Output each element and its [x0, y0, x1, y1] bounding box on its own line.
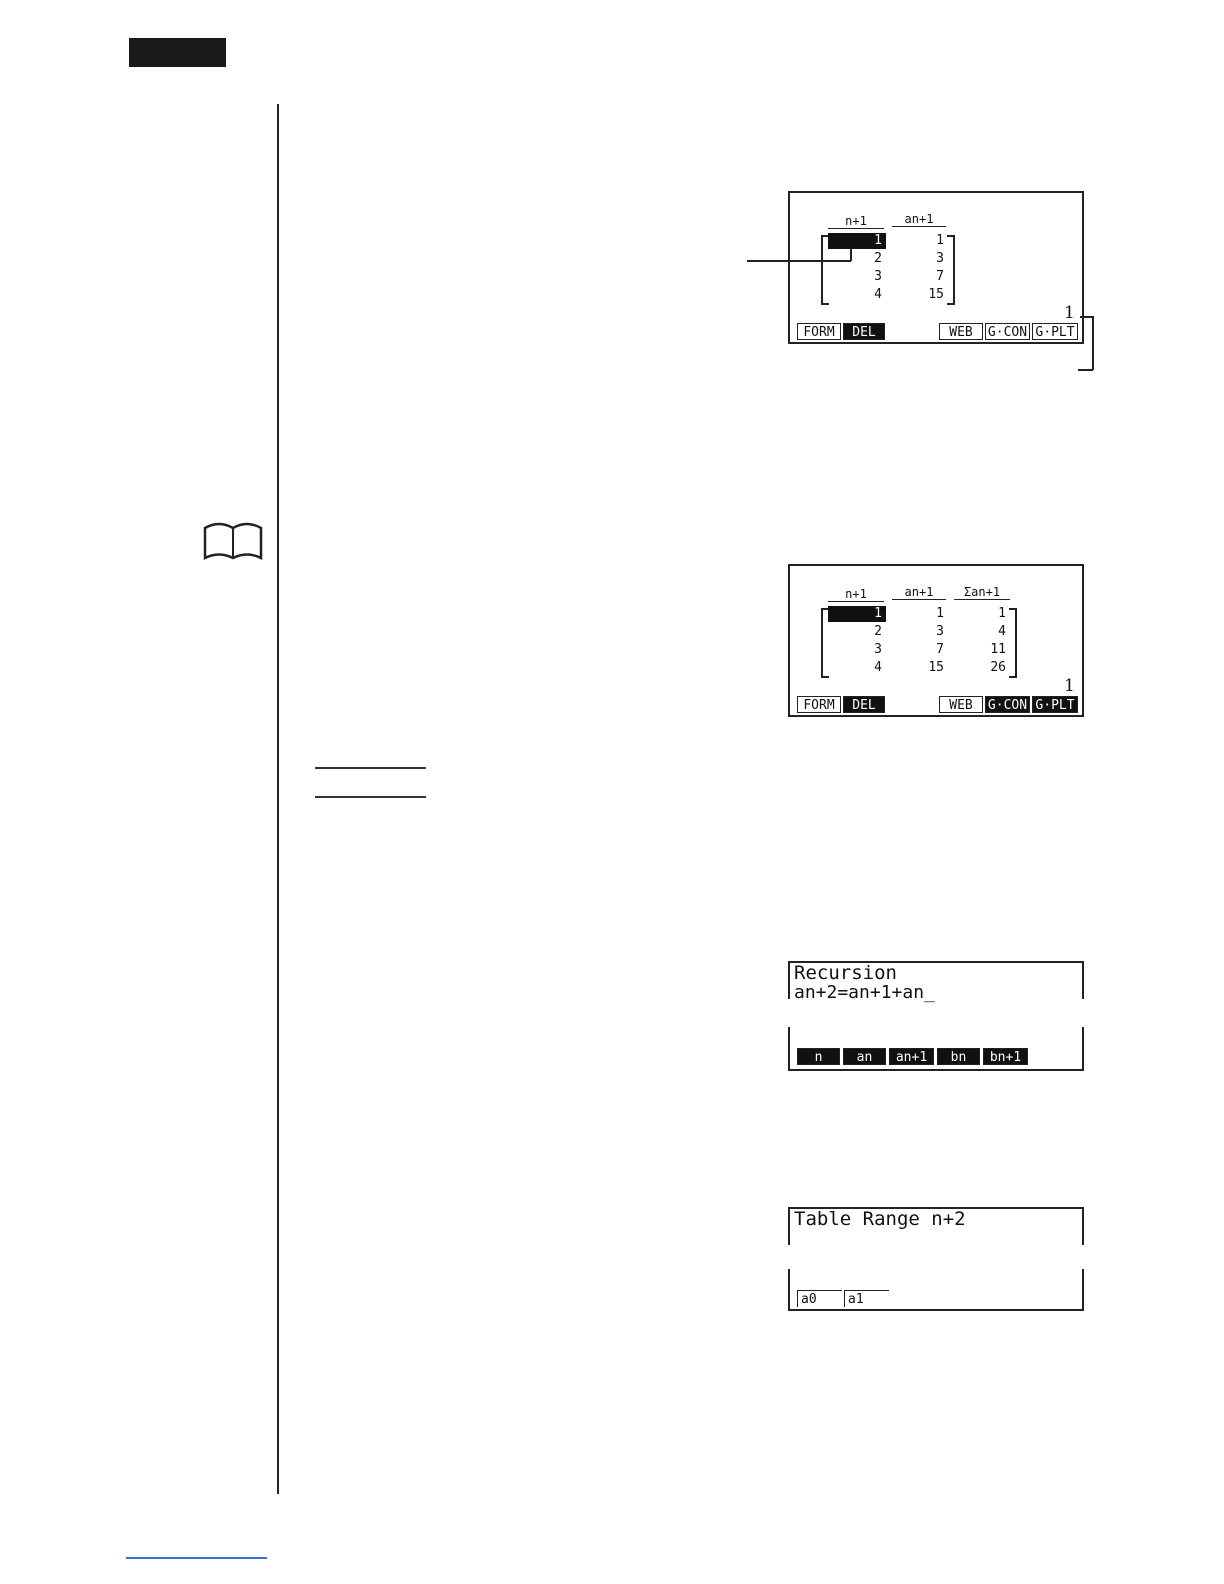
fkey-form[interactable]: FORM [797, 696, 841, 713]
screen-title: Table Range n+2 [794, 1208, 966, 1230]
blank-line-2 [315, 796, 426, 798]
table-cell: 2 [874, 251, 882, 266]
fkey-n[interactable]: n [797, 1048, 840, 1065]
column-header-an: an+1 [892, 586, 946, 600]
fkey-g-con[interactable]: G·CON [985, 323, 1030, 340]
fkey-bn[interactable]: bn [937, 1048, 980, 1065]
table-cell: 3 [936, 624, 944, 639]
table-cell: 1 [936, 606, 944, 621]
table-cell: 11 [990, 642, 1006, 657]
screen-recursion-entry [788, 961, 1084, 1071]
fkey-g-con[interactable]: G·CON [985, 696, 1030, 713]
formula-input[interactable]: an+2=an+1+an_ [794, 982, 935, 1003]
blank-line-1 [315, 767, 426, 769]
table-cell: 2 [874, 624, 882, 639]
table-cell: 4 [874, 287, 882, 302]
column-header-n: n+1 [828, 588, 884, 602]
fkey-form[interactable]: FORM [797, 323, 841, 340]
screen-recursion-table [788, 191, 1084, 344]
table-cell-selected[interactable]: 1 [828, 606, 886, 622]
table-cell: 4 [998, 624, 1006, 639]
fkey-bn-plus-1[interactable]: bn+1 [983, 1048, 1028, 1065]
callout-line-index-vert [1092, 316, 1094, 370]
screen-table-range [788, 1207, 1084, 1311]
screen-title: Recursion [794, 962, 897, 984]
corner-index: 1 [1064, 303, 1075, 323]
table-cell: 3 [874, 269, 882, 284]
fkey-an-plus-1[interactable]: an+1 [889, 1048, 934, 1065]
table-cell: 15 [928, 287, 944, 302]
fkey-an[interactable]: an [843, 1048, 886, 1065]
column-header-an: an+1 [892, 213, 946, 227]
table-bracket-right [1009, 608, 1017, 678]
fkey-g-plt[interactable]: G·PLT [1032, 696, 1078, 713]
screen-recursion-table-sum [788, 564, 1084, 717]
table-bracket-right [947, 235, 955, 305]
fkey-del[interactable]: DEL [843, 323, 885, 340]
book-reference-icon [202, 520, 264, 560]
callout-line-cursor [747, 260, 851, 262]
table-cell: 3 [936, 251, 944, 266]
callout-line-cursor-drop [850, 248, 852, 261]
table-cell: 7 [936, 269, 944, 284]
table-cell: 26 [990, 660, 1006, 675]
fkey-web[interactable]: WEB [939, 323, 983, 340]
fkey-del[interactable]: DEL [843, 696, 885, 713]
table-cell-selected[interactable]: 1 [828, 233, 886, 249]
table-cell: 1 [998, 606, 1006, 621]
callout-line-index-bottom [1078, 369, 1093, 371]
fkey-a0[interactable]: a0 [797, 1290, 842, 1307]
column-header-sum-an: Σan+1 [954, 586, 1010, 600]
fkey-g-plt[interactable]: G·PLT [1032, 323, 1078, 340]
table-cell: 3 [874, 642, 882, 657]
fkey-web[interactable]: WEB [939, 696, 983, 713]
table-cell: 7 [936, 642, 944, 657]
table-cell: 4 [874, 660, 882, 675]
margin-rule [277, 104, 279, 1494]
table-cell: 15 [928, 660, 944, 675]
footer-link-underline[interactable] [126, 1557, 267, 1559]
section-tab-marker [129, 38, 226, 67]
fkey-a1[interactable]: a1 [844, 1290, 889, 1307]
table-cell: 1 [936, 233, 944, 248]
column-header-n: n+1 [828, 215, 884, 229]
corner-index: 1 [1064, 676, 1075, 696]
